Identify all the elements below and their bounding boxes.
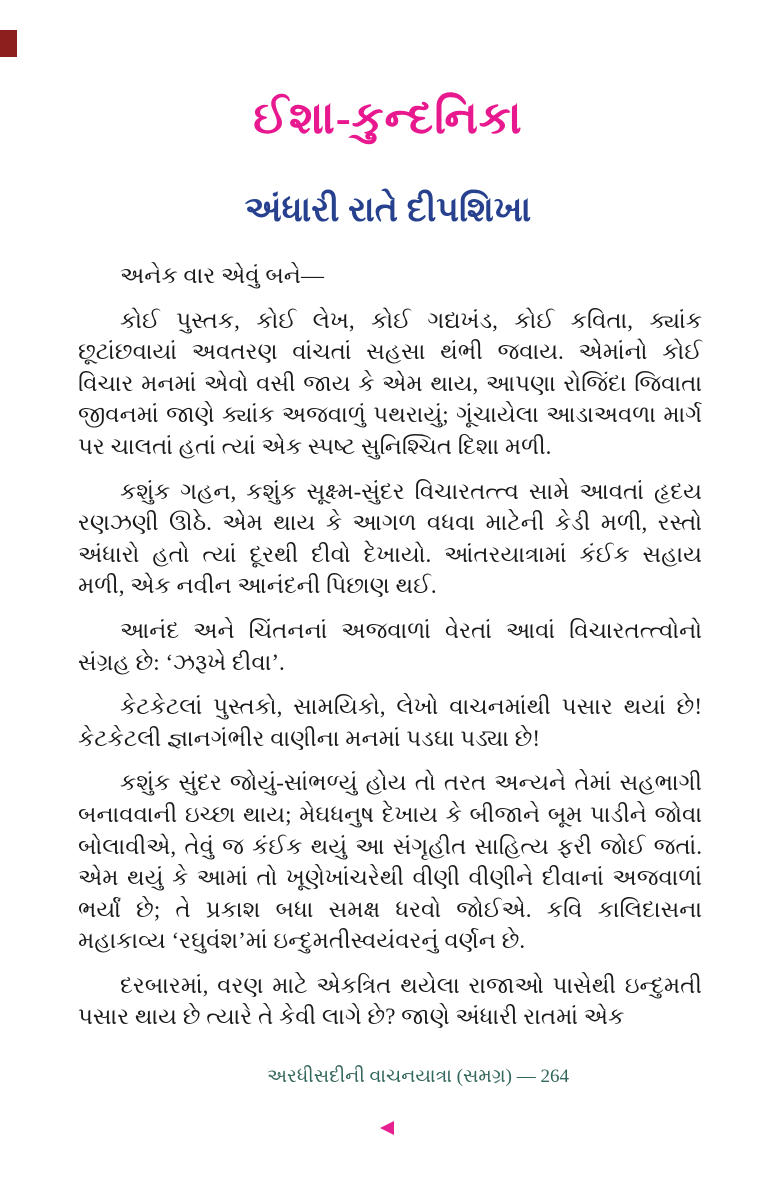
text-line: વિચાર મનમાં એવો વસી જાય કે એમ થાય, આપણા રોજિંદા જિવાતા: [78, 370, 702, 396]
red-corner-mark-icon: [0, 30, 17, 57]
text-line: કશુંક સુંદર જોયું-સાંભળ્યું હોય તો તરત અન્યને તેમાં સહભાગી: [120, 770, 702, 796]
footer-book-title-page-number: અરધીસદીની વાચનયાત્રા (સમગ્ર) — 264: [267, 1066, 569, 1087]
text-line: કેટકેટલાં પુસ્તકો, સામયિકો, લેખો વાચનમાંથી પસાર થયાં છે!: [120, 694, 702, 720]
text-line: ભર્યાં છે; તે પ્રકાશ બધા સમક્ષ ધરવો જોઈએ. કવિ કાલિદાસના: [78, 896, 702, 922]
text-line: મળી, એક નવીન આનંદની પિછાણ થઈ.: [78, 573, 437, 599]
text-line: અંધારો હતો ત્યાં દૂરથી દીવો દેખાયો. આંતરયાત્રામાં કંઈક સહાય: [78, 541, 702, 567]
text-line: અનેક વાર એવું બને—: [120, 263, 324, 288]
text-line: એમ થયું કે આમાં તો ખૂણેખાંચરેથી વીણી વીણીને દીવાનાં અજવાળાં: [78, 865, 702, 891]
text-line: કશુંક ગહન, કશુંક સૂક્ષ્મ-સુંદર વિચારતત્ત્વ સામે આવતાં હૃદય: [120, 478, 702, 504]
paragraph: [78, 476, 702, 602]
paragraph: [78, 260, 702, 292]
text-line: સંગ્રહ છે: ‘ઝરૂખે દીવા’.: [78, 649, 285, 675]
text-line: પસાર થાય છે ત્યારે તે કેવી લાગે છે? જાણે અંધારી રાતમાં એક: [78, 1004, 625, 1030]
text-line: કેટકેટલી જ્ઞાનગંભીર વાણીના મનમાં પડઘા પડ્યા છે!: [78, 725, 541, 751]
text-line: આનંદ અને ચિંતનનાં અજવાળાં વેરતાં આવાં વિચારતત્ત્વોનો: [120, 617, 702, 643]
author-title: ઈશા-કુન્દનિકા: [253, 93, 523, 143]
text-line: મહાકાવ્ય ‘રઘુવંશ’માં ઇન્દુમતીસ્વયંવરનું વર્ણન છે.: [78, 928, 526, 954]
text-line: છૂટાંછવાયાં અવતરણ વાંચતાં સહસા થંભી જવાય. એમાંનો કોઈ: [78, 339, 702, 365]
body-text: [78, 260, 702, 1046]
previous-page-triangle-icon[interactable]: [380, 1121, 394, 1135]
text-line: દરબારમાં, વરણ માટે એકત્રિત થયેલા રાજાઓ પાસેથી ઇન્દુમતી: [120, 972, 702, 998]
text-line: રણઝણી ઊઠે. એમ થાય કે આગળ વધવા માટેની કેડી મળી, રસ્તો: [78, 510, 702, 536]
text-line: પર ચાલતાં હતાં ત્યાં એક સ્પષ્ટ સુનિશ્ચિત દિશા મળી.: [78, 433, 552, 459]
paragraph: [78, 615, 702, 678]
text-line: બોલાવીએ, તેવું જ કંઈક થયું આ સંગૃહીત સાહિત્ય ફરી જોઈ જતાં.: [78, 833, 702, 859]
paragraph: [78, 970, 702, 1033]
paragraph: [78, 691, 702, 754]
text-line: જીવનમાં જાણે ક્યાંક અજવાળું પથરાયું; ગૂંચાયેલા આડાઅવળા માર્ગ: [78, 402, 702, 428]
paragraph: [78, 305, 702, 463]
chapter-title: અંધારી રાતે દીપશિખા: [244, 190, 532, 229]
text-line: બનાવવાની ઇચ્છા થાય; મેઘધનુષ દેખાય કે બીજાને બૂમ પાડીને જોવા: [78, 801, 702, 827]
text-line: કોઈ પુસ્તક, કોઈ લેખ, કોઈ ગદ્યખંડ, કોઈ કવિતા, ક્યાંક: [120, 307, 702, 333]
paragraph: [78, 767, 702, 957]
